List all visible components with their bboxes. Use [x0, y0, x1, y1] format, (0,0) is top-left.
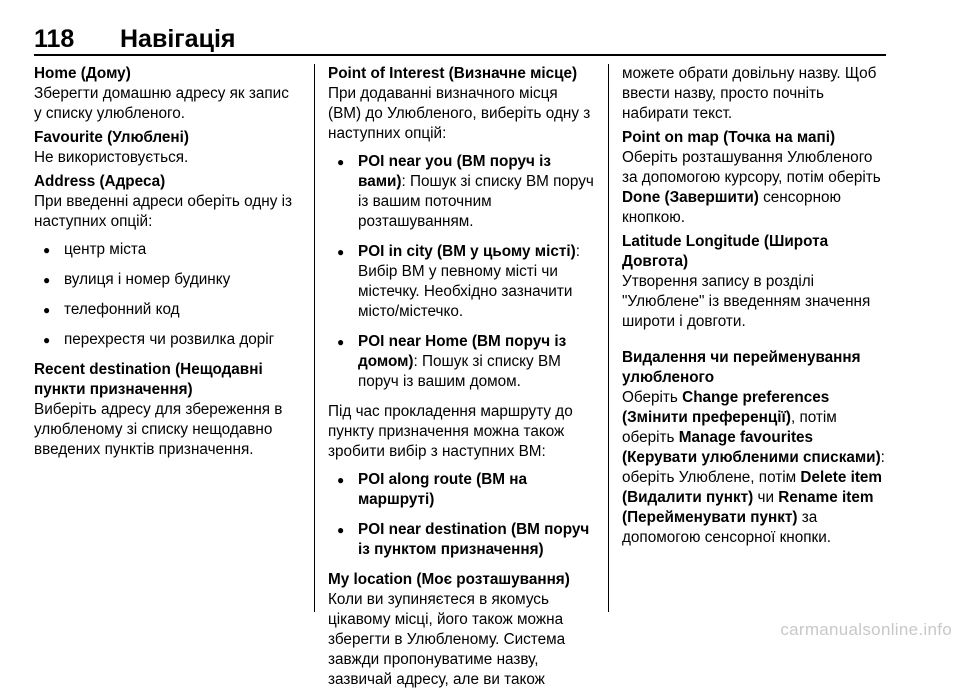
delete-rename-heading: Видалення чи перейменування улюбленого: [622, 349, 861, 386]
point-on-map-text: [622, 148, 888, 228]
text-run: чи: [753, 489, 779, 506]
address-options-list: [34, 240, 299, 350]
list-item: ● POI along route (ВМ на маршруті): [328, 470, 594, 510]
point-on-map-heading: Point on map (Точка на мапі): [622, 129, 836, 146]
poi-option-name: POI near Home (ВМ поруч із домом): [358, 333, 567, 370]
change-preferences-label: Change preferences (Змінити преференції): [622, 389, 830, 426]
poi-option-desc: : Пошук зі списку ВМ поруч із вашим домом.: [358, 353, 561, 390]
text-run: : оберіть Улюблене, потім: [622, 449, 885, 486]
page-header: [34, 24, 886, 56]
done-label: Done (Завершити): [622, 189, 759, 206]
list-item: ● центр міста: [34, 240, 299, 260]
address-text: При введенні адреси оберіть одну із наступних опцій:: [34, 193, 293, 230]
column-middle: [328, 64, 594, 690]
home-heading: Home (Дому): [34, 65, 131, 82]
list-item: ● перехрестя чи розвилка доріг: [34, 330, 299, 350]
list-item: [328, 332, 594, 392]
my-location-text: Коли ви зупиняєтеся в якомусь цікавому місці, його також можна зберегти в Улюбленому. Система завжди пропонуватиме назву, зазвичай адресу, але ви також: [328, 591, 566, 688]
latlon-text: Утворення запису в розділі "Улюблене" із введенням значення широти і довготи.: [622, 273, 871, 330]
continued-text: можете обрати довільну назву. Щоб ввести назву, просто почніть набирати текст.: [622, 65, 877, 122]
poi-heading: Point of Interest (Визначне місце): [328, 65, 578, 82]
page-number: 118: [34, 25, 75, 53]
column-divider: [608, 64, 609, 612]
favourite-heading: Favourite (Улюблені): [34, 129, 190, 146]
poi-option-name: POI near you (ВМ поруч із вами): [358, 153, 551, 190]
poi-option-name: POI in city (ВМ у цьому місті): [358, 243, 576, 260]
favourite-text: Не використовується.: [34, 149, 189, 166]
list-item: ● POI near destination (ВМ поруч із пунктом призначення): [328, 520, 594, 560]
text-run: Оберіть розташування Улюбленого за допомогою курсору, потім оберіть: [622, 149, 881, 186]
latlon-heading: Latitude Longitude (Широта Довгота): [622, 233, 829, 270]
watermark: carmanualsonline.info: [780, 620, 952, 639]
recent-destination-heading: Recent destination (Нещодавні пункти призначення): [34, 361, 263, 398]
list-item: ● вулиця і номер будинку: [34, 270, 299, 290]
rename-item-label: Rename item (Перейменувати пункт): [622, 489, 874, 526]
delete-rename-text: [622, 388, 888, 548]
delete-item-label: Delete item (Видалити пункт): [622, 469, 883, 506]
recent-destination-text: Виберіть адресу для збереження в улюбленому зі списку нещодавно введених пунктів призначення.: [34, 401, 283, 458]
column-right: [622, 64, 888, 552]
list-item: [328, 242, 594, 322]
home-text: Зберегти домашню адресу як запис у списку улюбленого.: [34, 85, 289, 122]
poi-options-list: [328, 152, 594, 392]
text-run: Оберіть: [622, 389, 683, 406]
my-location-heading: My location (Моє розташування): [328, 571, 570, 588]
text-run: , потім оберіть: [622, 409, 837, 446]
poi-option-desc: : Вибір ВМ у певному місті чи містечку. Необхідно зазначити місто/містечко.: [358, 243, 580, 320]
text-run: сенсорною кнопкою.: [622, 189, 841, 226]
section-title: Навігація: [120, 25, 236, 53]
text-run: за допомогою сенсорної кнопки.: [622, 509, 832, 546]
address-heading: Address (Адреса): [34, 173, 166, 190]
manage-favourites-label: Manage favourites (Керувати улюбленими списками): [622, 429, 881, 466]
route-options-list: [328, 470, 594, 560]
poi-text: При додаванні визначного місця (ВМ) до Улюбленого, виберіть одну з наступних опцій:: [328, 85, 591, 142]
list-item: ● телефонний код: [34, 300, 299, 320]
route-text: Під час прокладення маршруту до пункту призначення можна також зробити вибір з наступних ВМ:: [328, 403, 573, 460]
column-divider: [314, 64, 315, 612]
list-item: [328, 152, 594, 232]
poi-option-desc: : Пошук зі списку ВМ поруч із вашим поточним розташуванням.: [358, 173, 594, 230]
column-left: [34, 64, 299, 464]
